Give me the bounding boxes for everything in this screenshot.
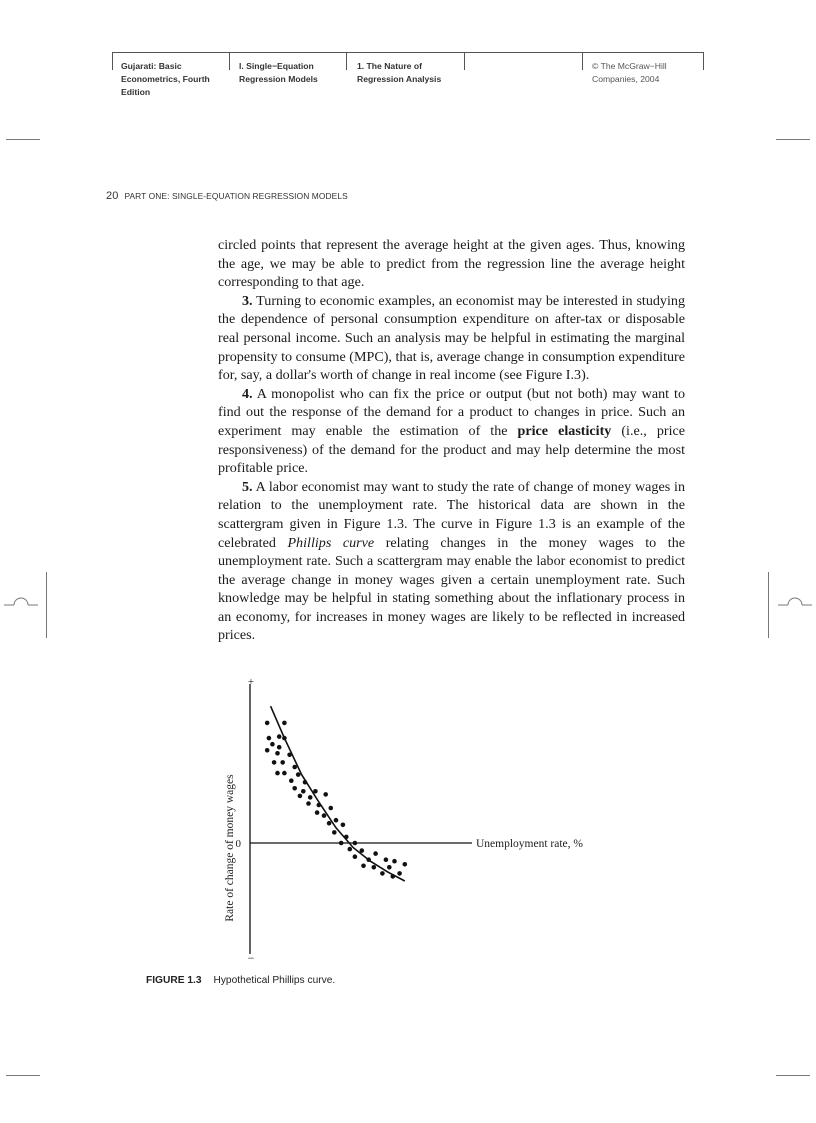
paragraph-text: A labor economist may want to study the rate of change of money wages in relation to the unemployment rate. The historical data are shown in the scattergram given in Figure 1.3. The curve in Figure 1.3 is an example of the celebrated: [218, 478, 685, 551]
zero-label: 0: [235, 838, 241, 850]
crop-mark: [6, 139, 40, 140]
item-number: 5.: [242, 478, 253, 495]
crop-mark: [776, 1075, 810, 1076]
scatter-point: [360, 848, 365, 853]
running-head: [106, 190, 348, 202]
scatter-point: [275, 751, 280, 756]
header-book-title: Gujarati: Basic Econometrics, Fourth Edition: [121, 61, 210, 97]
scatter-point: [344, 835, 349, 840]
scatter-point: [391, 874, 396, 879]
scatter-point: [397, 871, 402, 876]
scatter-point: [380, 871, 385, 876]
section-title: PART ONE: SINGLE-EQUATION REGRESSION MODELS: [124, 191, 348, 201]
scatter-point: [267, 736, 272, 741]
header-chapter: 1. The Nature of Regression Analysis: [357, 61, 442, 84]
crop-mark: [6, 1075, 40, 1076]
scatter-point: [282, 771, 287, 776]
scatter-point: [339, 841, 344, 846]
scatter-point: [403, 862, 408, 867]
scatter-point: [265, 748, 270, 753]
scatter-point: [287, 753, 292, 758]
scatter-point: [272, 760, 277, 765]
scatter-point: [384, 857, 389, 862]
caption-text: Hypothetical Phillips curve.: [213, 975, 336, 986]
scatter-point: [315, 810, 320, 815]
scatter-point: [329, 806, 334, 811]
scatter-point: [373, 851, 378, 856]
header-rule: [112, 52, 704, 53]
scatter-point: [265, 721, 270, 726]
scatter-point: [292, 786, 297, 791]
scatter-point: [353, 841, 358, 846]
page-number: 20: [106, 190, 119, 202]
paragraph-text: relating changes in the money wages to the unemployment rate. Such a scattergram may enable the labor economist to predict the average change in money wages given a certain unemployment rate. Such knowledge may be helpful in stating something about the inflationary process in an economy, for increases in money wages are likely to be reflected in increased prices.: [218, 534, 685, 644]
scatter-point: [306, 801, 311, 806]
header-copyright: © The McGraw−Hill Companies, 2004: [592, 61, 667, 84]
scatter-point: [289, 778, 294, 783]
paragraph: [218, 385, 685, 478]
paragraph-text: (i.e., price responsiveness) of the demand for the product and may help determine the most profitable price.: [218, 422, 685, 477]
figure-label: FIGURE 1.3: [146, 975, 202, 986]
paragraph-text: A monopolist who can fix the price or output (but not both) may want to find out the response of the demand for a product to changes in price. Such an experiment may enable the estimation of the: [218, 385, 685, 439]
scatter-point: [313, 789, 318, 794]
scatter-point: [353, 854, 358, 859]
scatter-point: [282, 721, 287, 726]
y-minus-label: −: [247, 951, 255, 965]
scatter-point: [334, 818, 339, 823]
scatter-point: [327, 821, 332, 826]
key-term: price elasticity: [517, 422, 612, 439]
paragraph: [218, 236, 685, 292]
scatter-point: [296, 772, 301, 777]
scatter-point: [270, 742, 275, 747]
paragraph: [218, 292, 685, 385]
phillips-curve-line: [271, 706, 405, 881]
body-text: [218, 236, 685, 645]
item-number: 3.: [242, 292, 253, 309]
header-divider: [703, 52, 704, 70]
crop-mark: [776, 139, 810, 140]
scatter-point: [308, 795, 313, 800]
scatter-point: [392, 859, 397, 864]
scatter-point: [322, 813, 327, 818]
scatter-point: [277, 734, 282, 739]
scatter-point: [372, 865, 377, 870]
y-plus-label: +: [247, 676, 255, 688]
y-axis-title: Rate of change of money wages: [224, 774, 236, 922]
scatter-point: [303, 780, 308, 785]
paragraph-text: Turning to economic examples, an economist may be interested in studying the dependence of personal consumption expenditure on after-tax or disposable real personal income. Such an analysis may be helpful in estimating the marginal propensity to consume (MPC), that is, average change in consumption expenditure for, say, a dollar's worth of change in real income (see Figure I.3).: [218, 292, 685, 384]
scatter-point: [387, 865, 392, 870]
book-header: [112, 52, 704, 100]
figure-caption: [146, 975, 335, 986]
header-divider: [112, 52, 113, 70]
key-term-italic: Phillips curve: [287, 534, 375, 551]
scatter-chart: [210, 672, 610, 965]
x-axis-title: Unemployment rate, %: [476, 838, 583, 850]
scatter-point: [341, 823, 346, 828]
item-number: 4.: [242, 385, 253, 402]
scatter-point: [275, 771, 280, 776]
scatter-point: [323, 792, 328, 797]
scatter-point: [301, 789, 306, 794]
scatter-point: [292, 765, 297, 770]
scatter-point: [332, 830, 337, 835]
scatter-point: [280, 760, 285, 765]
scatter-point: [277, 745, 282, 750]
phillips-curve-figure: [210, 672, 610, 965]
scatter-point: [348, 847, 353, 852]
scatter-point: [361, 864, 366, 869]
scatter-point: [366, 857, 371, 862]
paragraph: [218, 478, 685, 645]
paragraph-text: circled points that represent the average height at the given ages. Thus, knowing the age, we may be able to predict from the regression line the average height corresponding to that age.: [218, 237, 685, 291]
scatter-point: [298, 794, 303, 799]
scatter-point: [317, 803, 322, 808]
header-part: I. Single−Equation Regression Models: [239, 61, 318, 84]
header-divider: [582, 52, 583, 70]
scatter-point: [282, 736, 287, 741]
